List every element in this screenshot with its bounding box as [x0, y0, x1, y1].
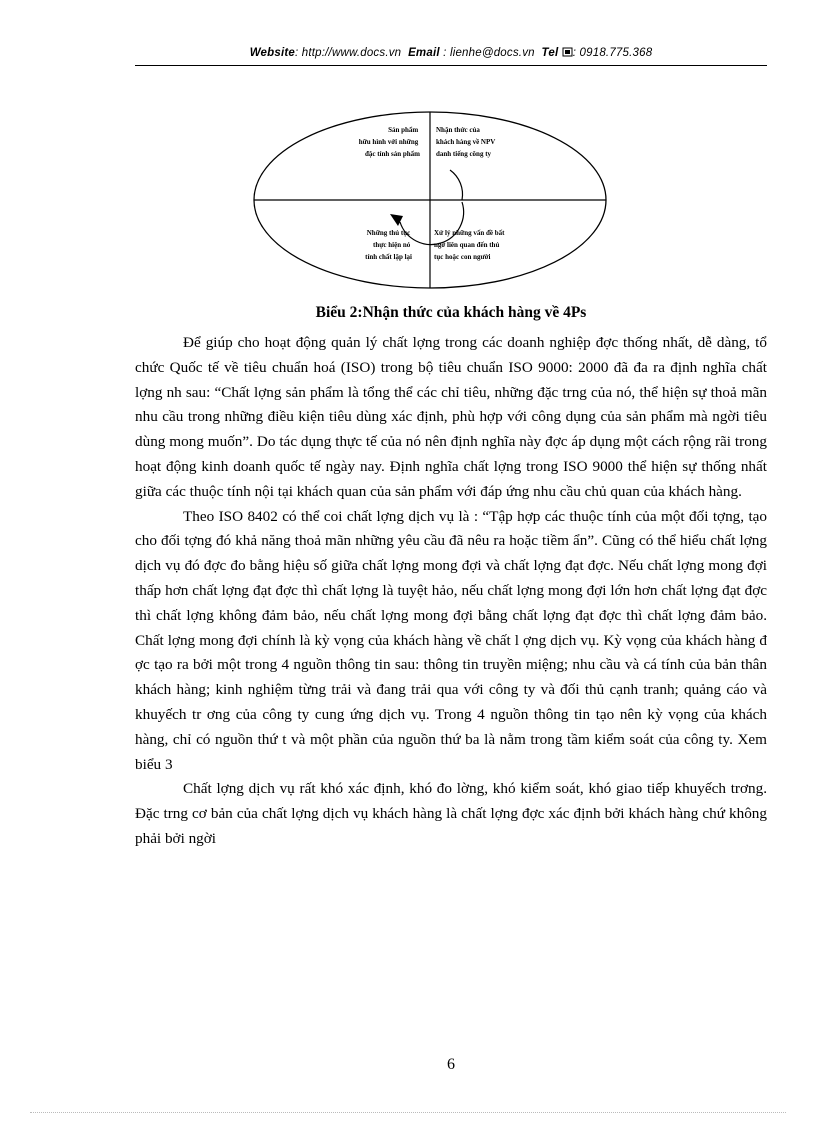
tel-label: Tel [541, 47, 559, 59]
svg-text:Những thủ tục thực hiện nó [365, 229, 412, 261]
body-text [135, 331, 767, 852]
svg-text:Sản phẩm hữu hình với nhữn [359, 126, 420, 158]
tel-value: : 0918.775.368 [572, 47, 653, 59]
telephone-icon [562, 47, 573, 57]
paragraph-2: Theo ISO 8402 có thể coi chất lợng dịch vụ là : “Tập hợp các thuộc tính của một đối tợng, tạo cho đối tợng đó khả năng thoả mãn những yêu cầu đã nêu ra hoặc tiềm ẩn”. Cũng có thể hiểu chất lợng dịch vụ đó đợc đo bằng hiệu số giữa chất lợng mong đợi và chất lợng đạt đợc. Nếu chất lợng mong đợi thấp hơn chất lợng đạt đợc thì chất lợng là tuyệt hảo, nếu chất lợng mong đợi lớn hơn chất lợng đạt đợc thì chất lợng không đảm bảo, nếu chất lợng mong đợi bằng chất lợng đạt đợc thì chất lợng đảm bảo. Chất lợng mong đợi chính là kỳ vọng của khách hàng về chất l ợng dịch vụ. Kỳ vọng của khách hàng đ ợc tạo ra bởi một trong 4 nguồn thông tin sau: thông tin truyền miệng; nhu cầu và cá tính của bản thân khách hàng; kinh nghiệm từng trải và đang trải qua với công ty và đối thủ cạnh tranh; quảng cáo và khuyếch tr ơng của công ty cung ứng dịch vụ. Trong 4 nguồn thông tin tạo nên kỳ vọng của khách hàng, chỉ có nguồn thứ t và một phần của nguồn thứ ba là nằm trong tầm kiểm soát của công ty. Xem biểu 3 [135, 507, 767, 773]
page-number: 6 [447, 1056, 455, 1073]
website-label: Website [249, 47, 295, 59]
email-label: Email [408, 47, 440, 59]
top-left-line-2: hữu hình với những [358, 138, 419, 146]
paragraph-3: Chất lợng dịch vụ rất khó xác định, khó đo lờng, khó kiểm soát, khó giao tiếp khuyếch trơng. Đặc trng cơ bản của chất lợng dịch vụ khách hàng là chất lợng đợc xác định bởi khách hàng chứ không phải bởi ngời [135, 780, 767, 847]
arrow-arc-bottom [400, 202, 464, 245]
figure-caption: Biểu 2:Nhận thức của khách hàng về 4Ps [315, 304, 587, 321]
top-right-line-1: Nhận thức của [436, 126, 480, 134]
website-value: : http://www.docs.vn [295, 47, 402, 59]
svg-text:Xử lý những vấn đề bất ngờ [434, 229, 506, 261]
footer-rule [30, 1112, 786, 1113]
perception-diagram [250, 108, 610, 293]
top-right-line-2: khách hàng về NPV [436, 138, 496, 146]
bottom-left-line-1: Những thủ tục [366, 229, 411, 237]
top-right-line-3: danh tiếng công ty [436, 150, 492, 158]
header-rule [135, 65, 767, 66]
arrow-arc-right [450, 170, 463, 200]
bottom-left-line-3: tính chất lập lại [365, 253, 412, 261]
email-value: : lienhe@docs.vn [443, 47, 535, 59]
svg-text:Nhận thức của khách hàng v [436, 126, 497, 158]
bottom-right-line-1: Xử lý những vấn đề bất [434, 229, 505, 237]
page-header [135, 47, 767, 59]
bottom-left-line-2: thực hiện nó [372, 241, 411, 249]
bottom-right-line-3: tục hoặc con người [434, 253, 491, 261]
bottom-right-line-2: ngờ liên quan đến thủ [434, 241, 500, 249]
top-left-line-1: Sản phẩm [388, 126, 419, 134]
top-left-line-3: đặc tính sản phẩm [364, 150, 420, 158]
paragraph-1: Để giúp cho hoạt động quản lý chất lợng trong các doanh nghiệp đợc thống nhất, dễ dàng, tổ chức Quốc tế về tiêu chuẩn hoá (ISO) trong bộ tiêu chuẩn ISO 9000: 2000 đã đa ra định nghĩa chất lợng nh sau: “Chất lợng sản phẩm là tổng thể các chỉ tiêu, những đặc trng của nó, thể hiện sự thoả mãn nhu cầu trong những điều kiện tiêu dùng xác định, phù hợp với công dụng của sản phẩm mà ngời tiêu dùng mong muốn”. Do tác dụng thực tế của nó nên định nghĩa này đợc áp dụng một cách rộng rãi trong hoạt động kinh doanh quốc tế ngày nay. Định nghĩa chất lợng trong ISO 9000 thể hiện sự thống nhất giữa các thuộc tính nội tại khách quan của sản phẩm với đáp ứng nhu cầu chủ quan của khách hàng. [135, 334, 767, 500]
